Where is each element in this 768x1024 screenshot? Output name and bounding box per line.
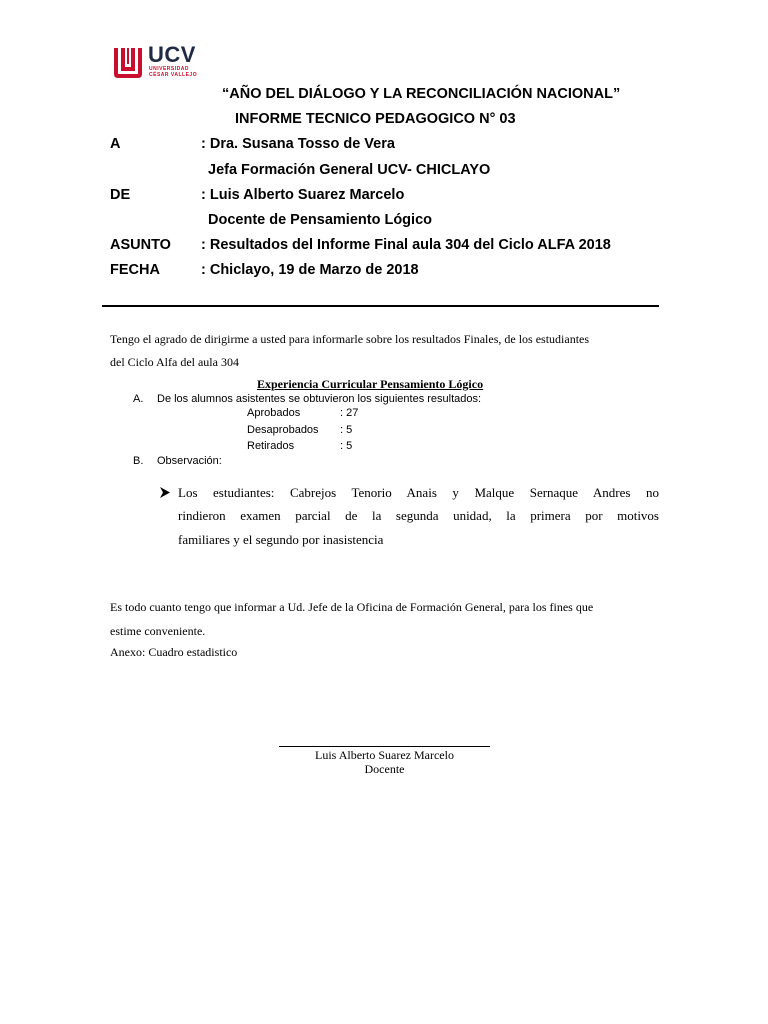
item-a-text: De los alumnos asistentes se obtuvieron los siguientes resultados: (157, 393, 482, 405)
subject-value: : Resultados del Informe Final aula 304 del Ciclo ALFA 2018 (201, 237, 611, 253)
result-label: Desaprobados (247, 424, 319, 436)
intro-line-1: Tengo el agrado de dirigirme a usted para informarle sobre los resultados Finales, de los estudiantes (110, 332, 590, 346)
date-value: : Chiclayo, 19 de Marzo de 2018 (201, 262, 419, 278)
arrow-bullet-icon (160, 487, 170, 498)
intro-line-2: del Ciclo Alfa del aula 304 (110, 355, 239, 369)
to-label: A (110, 136, 121, 152)
result-value: : 5 (340, 440, 353, 452)
experience-title: Experiencia Curricular Pensamiento Lógico (257, 377, 484, 391)
item-b-text: Observación: (157, 455, 222, 467)
to-position: Jefa Formación General UCV- CHICLAYO (208, 162, 491, 178)
subject-label: ASUNTO (110, 237, 171, 253)
ucv-logo (112, 44, 202, 84)
signature-name: Luis Alberto Suarez Marcelo (315, 748, 454, 762)
date-label: FECHA (110, 262, 160, 278)
closing-line-2: estime conveniente. (110, 624, 206, 638)
observation-line-3: familiares y el segundo por inasistencia (178, 532, 384, 547)
signature-line (279, 746, 490, 747)
annex-note: Anexo: Cuadro estadistico (110, 645, 238, 659)
item-b-marker: B. (133, 455, 144, 467)
closing-line-1: Es todo cuanto tengo que informar a Ud. Jefe de la Oficina de Formación General, para los fines que (110, 600, 594, 614)
to-value: : Dra. Susana Tosso de Vera (201, 136, 395, 152)
logo-subtitle-1: UNIVERSIDAD (149, 66, 189, 72)
report-title: INFORME TECNICO PEDAGOGICO N° 03 (235, 111, 516, 127)
result-label: Aprobados (247, 407, 301, 419)
from-position: Docente de Pensamiento Lógico (208, 212, 432, 228)
from-value: : Luis Alberto Suarez Marcelo (201, 187, 405, 203)
result-label: Retirados (247, 440, 295, 452)
observation-line-2: rindieron examen parcial de la segunda unidad, la primera por motivos (178, 508, 659, 523)
from-label: DE (110, 187, 131, 203)
logo-wordmark: UCV (148, 42, 196, 67)
result-value: : 27 (340, 407, 359, 419)
result-value: : 5 (340, 424, 353, 436)
item-a-marker: A. (133, 393, 144, 405)
observation-line-1: Los estudiantes: Cabrejos Tenorio Anais y Malque Sernaque Andres no (178, 485, 659, 500)
signature-role: Docente (364, 762, 405, 776)
header-divider (102, 305, 659, 307)
ucv-shield-icon (112, 44, 144, 80)
logo-subtitle-2: CÉSAR VALLEJO (149, 72, 198, 78)
motto: “AÑO DEL DIÁLOGO Y LA RECONCILIACIÓN NACIONAL” (222, 86, 621, 102)
